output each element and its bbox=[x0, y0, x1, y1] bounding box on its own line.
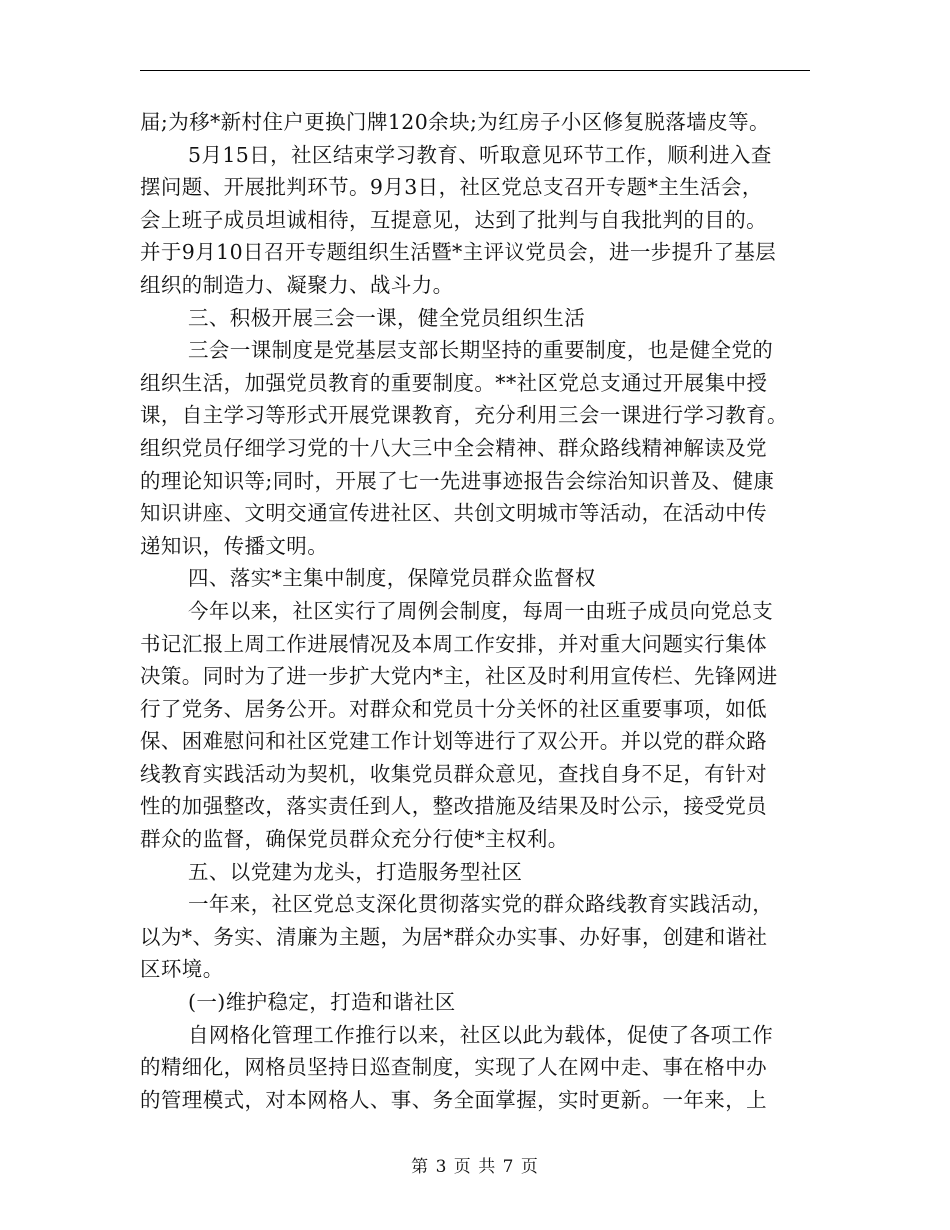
text-line: 的管理模式，对本网格人、事、务全面掌握，实时更新。一年来，上 bbox=[140, 1087, 767, 1112]
text-line: 四、落实*主集中制度，保障党员群众监督权 bbox=[188, 566, 596, 591]
text-line: 的精细化，网格员坚持日巡查制度，实现了人在网中走、事在格中办 bbox=[140, 1055, 767, 1080]
text-line: 课，自主学习等形式开展党课教育，充分利用三会一课进行学习教育。 bbox=[140, 403, 788, 428]
text-line: 今年以来，社区实行了周例会制度，每周一由班子成员向党总支 bbox=[188, 598, 774, 623]
text-line: 组织党员仔细学习党的十八大三中全会精神、群众路线精神解读及党 bbox=[140, 435, 767, 460]
text-line: 知识讲座、文明交通宣传进社区、共创文明城市等活动，在活动中传 bbox=[140, 501, 767, 526]
text-line: 会上班子成员坦诚相待，互提意见，达到了批判与自我批判的目的。 bbox=[140, 207, 767, 232]
text-line: 组织生活，加强党员教育的重要制度。**社区党总支通过开展集中授 bbox=[140, 370, 768, 395]
text-line: 以为*、务实、清廉为主题，为居*群众办实事、办好事，创建和谐社 bbox=[140, 924, 768, 949]
text-line: 摆问题、开展批判环节。9月3日，社区党总支召开专题*主生活会， bbox=[140, 175, 763, 200]
text-line: (一)维护稳定，打造和谐社区 bbox=[188, 990, 456, 1015]
text-line: 一年来，社区党总支深化贯彻落实党的群众路线教育实践活动， bbox=[188, 892, 774, 917]
text-line: 5月15日，社区结束学习教育、听取意见环节工作，顺利进入查 bbox=[188, 142, 772, 167]
text-line: 并于9月10日召开专题组织生活暨*主评议党员会，进一步提升了基层 bbox=[140, 240, 777, 265]
header-rule bbox=[140, 70, 810, 71]
page-footer: 第 3 页 共 7 页 bbox=[411, 1157, 539, 1177]
text-line: 决策。同时为了进一步扩大党内*主，社区及时利用宣传栏、先锋网进 bbox=[140, 664, 778, 689]
text-line: 自网格化管理工作推行以来，社区以此为载体，促使了各项工作 bbox=[188, 1022, 774, 1047]
text-line: 三会一课制度是党基层支部长期坚持的重要制度，也是健全党的 bbox=[188, 338, 774, 363]
text-line: 五、以党建为龙头，打造服务型社区 bbox=[188, 859, 523, 884]
text-line: 的理论知识等;同时，开展了七一先进事迹报告会综治知识普及、健康 bbox=[140, 468, 775, 493]
document-body bbox=[140, 106, 812, 1116]
text-line: 届;为移*新村住户更换门牌120余块;为红房子小区修复脱落墙皮等。 bbox=[140, 110, 770, 134]
text-line: 性的加强整改，落实责任到人，整改措施及结果及时公示，接受党员 bbox=[140, 794, 767, 819]
text-line: 区环境。 bbox=[140, 957, 224, 982]
text-line: 线教育实践活动为契机，收集党员群众意见，查找自身不足，有针对 bbox=[140, 761, 767, 786]
text-line: 群众的监督，确保党员群众充分行使*主权利。 bbox=[140, 827, 569, 852]
text-line: 保、困难慰问和社区党建工作计划等进行了双公开。并以党的群众路 bbox=[140, 729, 767, 754]
text-line: 三、积极开展三会一课，健全党员组织生活 bbox=[188, 305, 586, 330]
text-line: 递知识，传播文明。 bbox=[140, 533, 329, 558]
text-line: 书记汇报上周工作进展情况及本周工作安排，并对重大问题实行集体 bbox=[140, 631, 767, 656]
text-line: 组织的制造力、凝聚力、战斗力。 bbox=[140, 272, 454, 297]
text-line: 行了党务、居务公开。对群众和党员十分关怀的社区重要事项，如低 bbox=[140, 696, 767, 721]
